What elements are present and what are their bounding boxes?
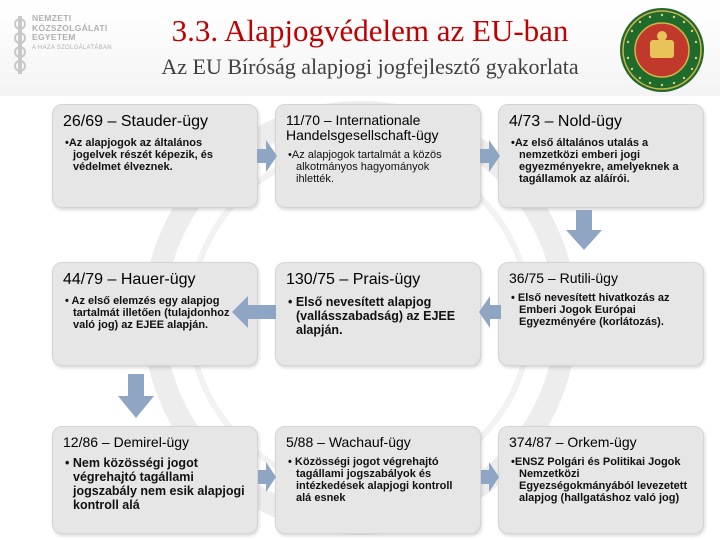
- case-title: 44/79 – Hauer-ügy: [63, 271, 196, 288]
- case-title: 5/88 – Wachauf-ügy: [286, 434, 411, 450]
- case-text: • Közösségi jogot végrehajtó tagállami jogszabályok és intézkedések alapjogi kontroll alá esnek: [288, 456, 453, 504]
- logo-line: NEMZETI: [32, 13, 72, 23]
- slide-title: 3.3. Alapjogvédelem az EU-ban: [171, 13, 569, 48]
- case-text: • Nem közösségi jogot végrehajtó tagállami jogszabály nem esik alapjogi kontroll alá: [65, 456, 245, 512]
- case-title: 11/70 – Internationale Handelsgesellschaft-ügy: [286, 112, 439, 143]
- case-title: 4/73 – Nold-ügy: [509, 113, 622, 130]
- arrow-right-icon: [480, 140, 500, 172]
- university-logo: [12, 14, 122, 76]
- case-title: 12/86 – Demirel-ügy: [63, 434, 190, 450]
- case-card-orkem: [498, 426, 704, 534]
- case-card-wachauf: [275, 426, 481, 534]
- case-text: •Az alapjogok tartalmát a közös alkotmányos hagyományok ihlették.: [288, 149, 442, 185]
- case-card-internationale: [275, 104, 481, 208]
- arrow-down-icon: [566, 210, 602, 250]
- case-title: 26/69 – Stauder-ügy: [63, 113, 208, 130]
- arrow-left-icon: [232, 296, 276, 328]
- case-text: • Első nevesített alapjog (vallásszabadság) az EJEE alapján.: [288, 295, 456, 337]
- arrow-down-icon: [118, 374, 154, 418]
- case-text: • Az első elemzés egy alapjog tartalmát illetően (tulajdonhoz való jog) az EJEE alapján.: [65, 295, 230, 331]
- case-card-stauder: [52, 104, 258, 208]
- arrow-right-icon: [481, 462, 499, 492]
- logo-line: EGYETEM: [32, 32, 76, 42]
- case-text: •ENSZ Polgári és Politikai Jogok Nemzetközi Egyezségokmányából levezetett alapjog (hallgatáshoz való jog): [511, 456, 688, 504]
- logo-emblem-icon: [12, 16, 28, 74]
- case-text: •Az első általános utalás a nemzetközi emberi jogi egyezményekre, amelyeknek a tagállamok az aláírói.: [511, 137, 679, 185]
- university-seal-icon: [614, 6, 710, 94]
- case-title: 374/87 – Orkem-ügy: [509, 434, 637, 450]
- arrow-right-icon: [258, 462, 276, 492]
- case-card-demirel: [52, 426, 258, 534]
- case-card-rutili: [498, 262, 704, 366]
- case-card-nold: [498, 104, 704, 208]
- logo-sub: A HAZA SZOLGÁLATÁBAN: [32, 44, 112, 51]
- arrow-left-icon: [479, 296, 501, 328]
- case-text: • Első nevesített hivatkozás az Emberi Jogok Európai Egyezményére (korlátozás).: [511, 292, 670, 328]
- arrow-right-icon: [257, 140, 277, 172]
- case-card-prais: [275, 262, 481, 366]
- case-title: 130/75 – Prais-ügy: [286, 271, 421, 288]
- slide-subtitle: Az EU Bíróság alapjogi jogfejlesztő gyakorlata: [161, 54, 579, 79]
- case-text: •Az alapjogok az általános jogelvek részét képezik, és védelmet élveznek.: [65, 137, 214, 173]
- case-title: 36/75 – Rutili-ügy: [509, 270, 618, 286]
- case-card-hauer: [52, 262, 258, 366]
- logo-line: KÖZSZOLGÁLATI: [32, 22, 108, 33]
- logo-text: [32, 14, 112, 53]
